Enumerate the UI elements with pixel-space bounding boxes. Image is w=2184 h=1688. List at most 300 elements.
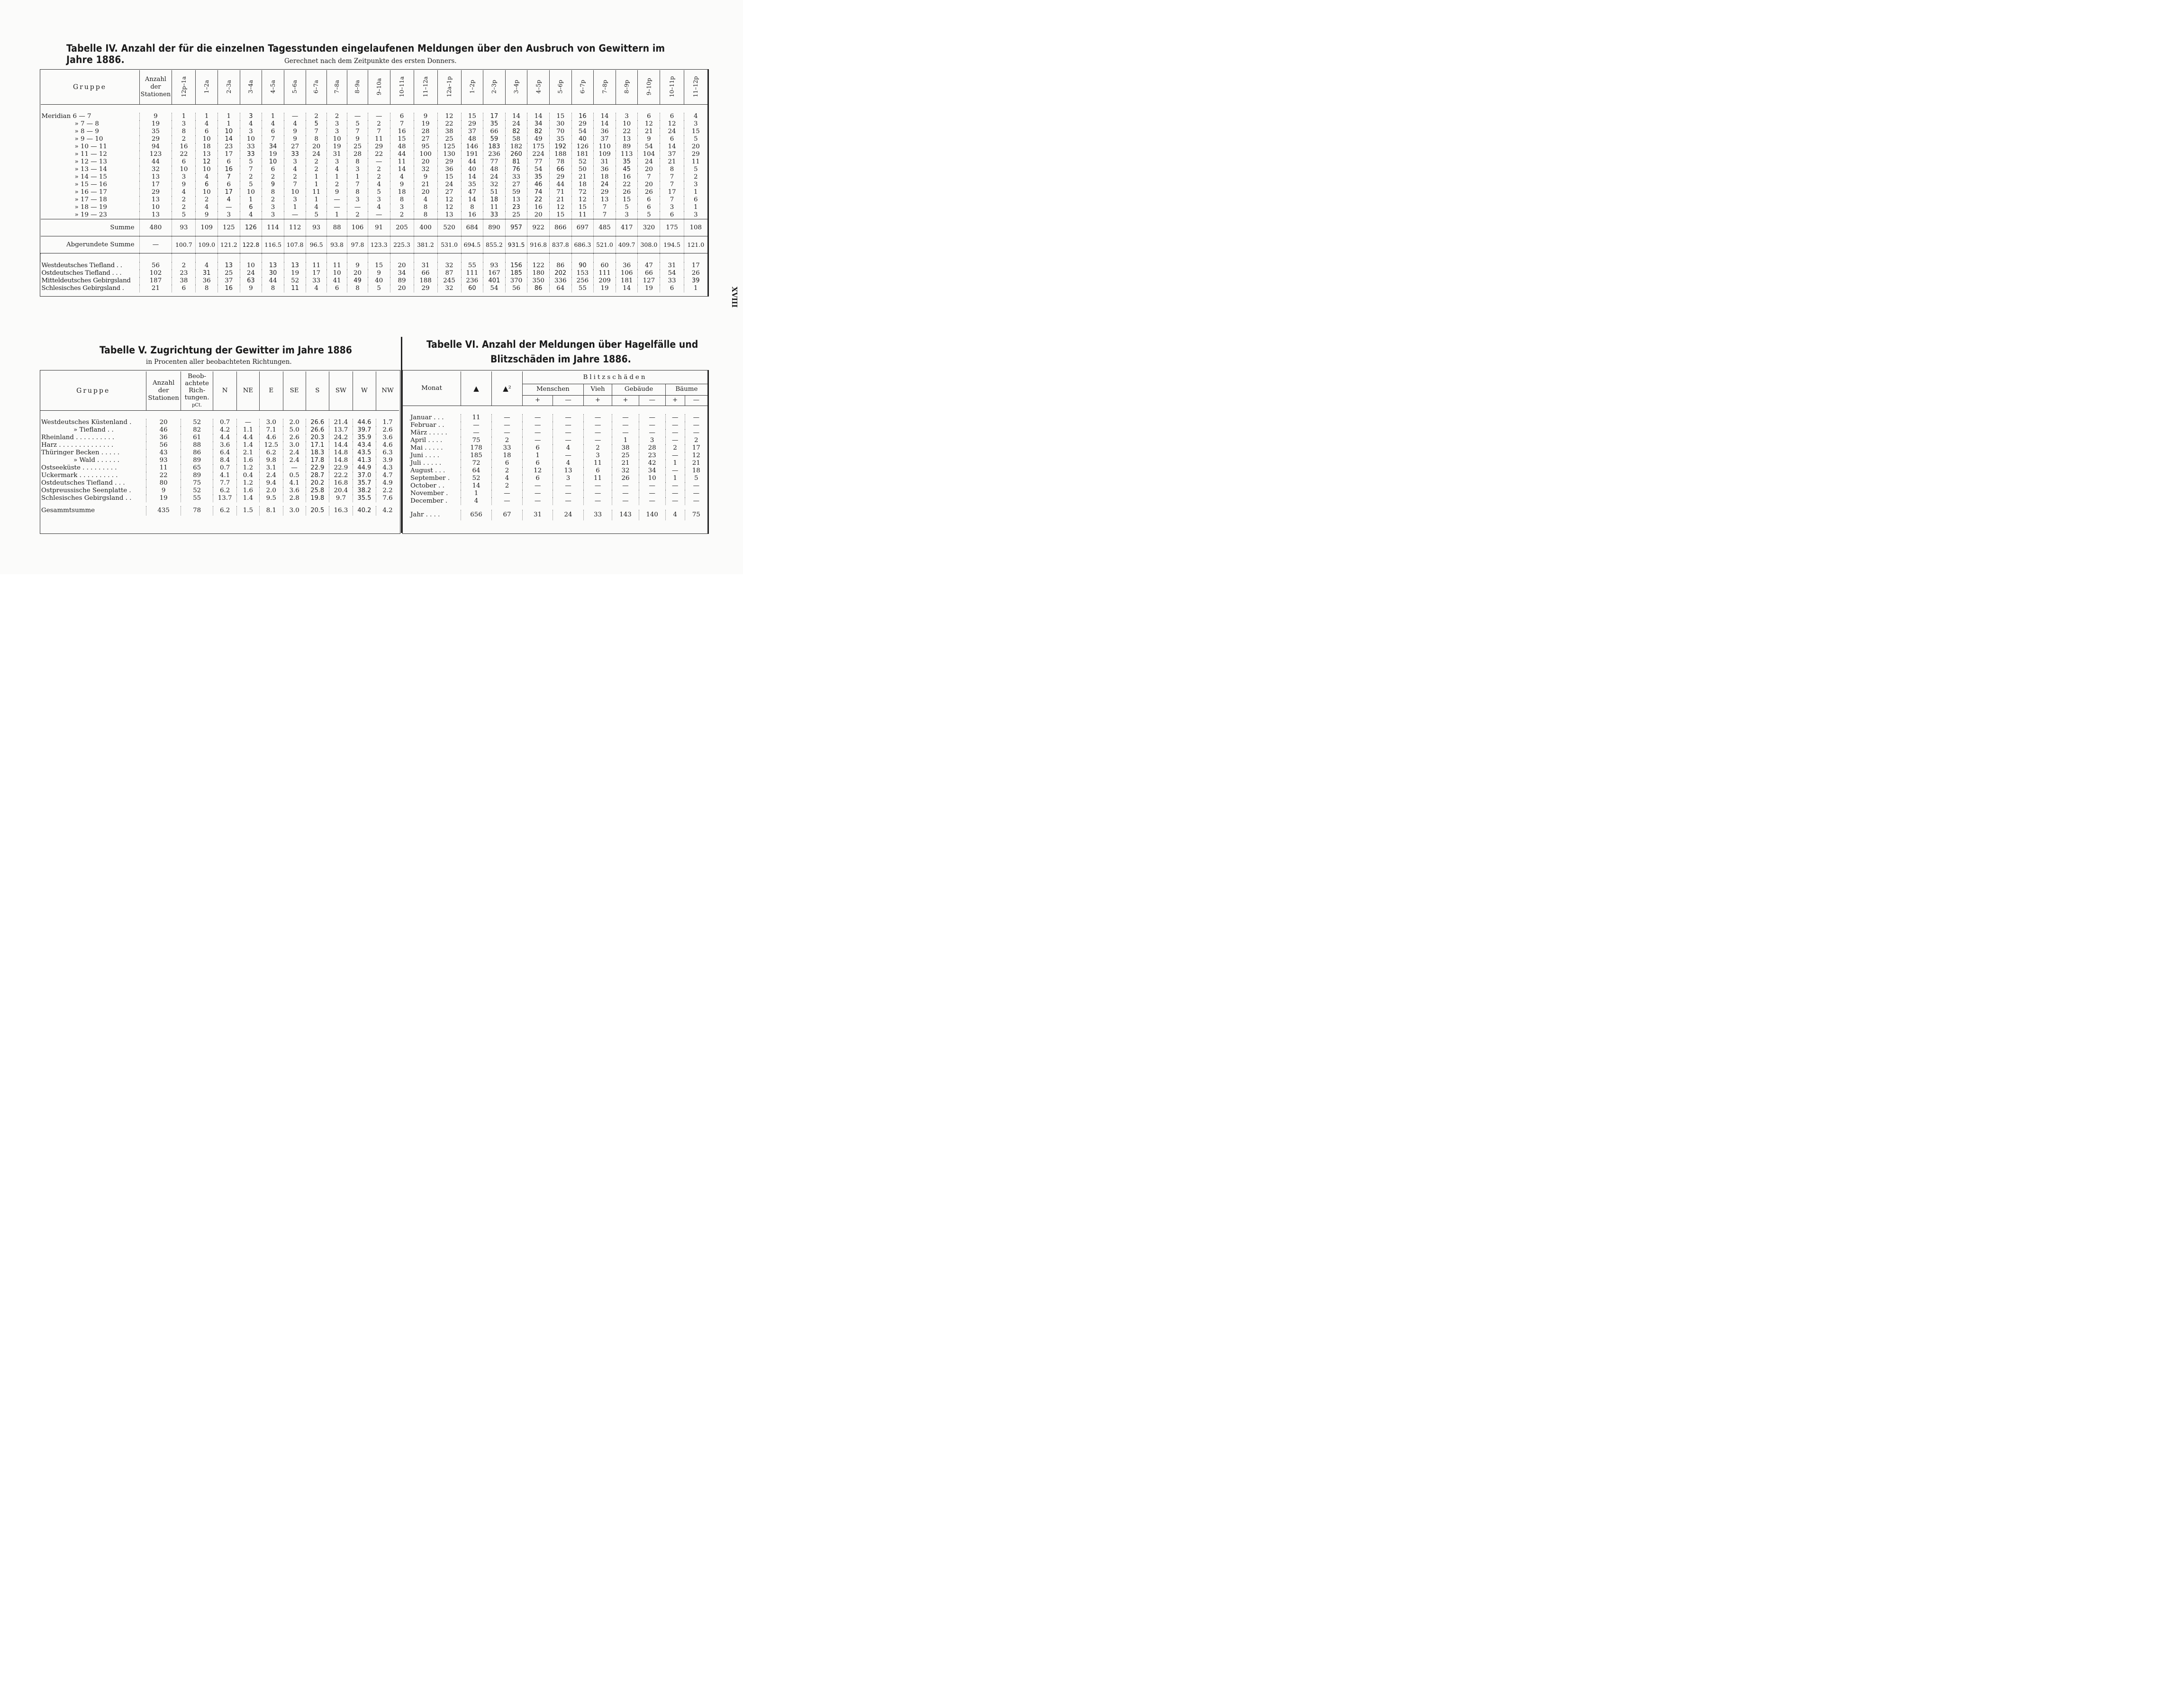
cell-value: 4.3 xyxy=(376,464,399,472)
cell-value: 320 xyxy=(638,219,660,236)
cell-value: 2 xyxy=(368,166,390,173)
cell-value: 9 xyxy=(240,285,262,292)
cell-value: 175 xyxy=(527,143,550,151)
cell-value: 3 xyxy=(284,196,306,204)
cell-value: 9 xyxy=(172,181,196,189)
cell-value: — xyxy=(461,422,492,429)
cell-value: 4 xyxy=(196,262,218,270)
cell-value: 10 xyxy=(284,189,306,196)
cell-value: 336 xyxy=(549,277,571,285)
table4-header-hour xyxy=(284,70,306,104)
table4-header-hour xyxy=(262,70,284,104)
station-count: 36 xyxy=(146,434,181,442)
table4-header-hour xyxy=(505,70,527,104)
cell-value: 126 xyxy=(240,219,262,236)
cell-value: 106 xyxy=(616,270,638,277)
cell-value: 24 xyxy=(638,158,660,166)
cell-value: 1 xyxy=(326,173,347,181)
cell-value: 29 xyxy=(684,151,707,158)
row-label: Summe xyxy=(41,219,140,236)
table5-subtitle: in Procenten aller beobachteten Richtungen. xyxy=(146,358,292,366)
cell-value: 7 xyxy=(638,173,660,181)
cell-value: 8 xyxy=(347,158,368,166)
cell-value: — xyxy=(523,429,553,437)
cell-value: 121.0 xyxy=(684,236,707,253)
cell-value: 48 xyxy=(390,143,414,151)
table-row xyxy=(41,135,708,143)
cell-value: 11 xyxy=(583,475,612,482)
cell-value: 5 xyxy=(616,204,638,211)
cell-value: 17 xyxy=(217,151,240,158)
table4-header-hour-label: 10–11p xyxy=(668,76,675,98)
cell-value: 18 xyxy=(594,173,616,181)
cell-value: 6 xyxy=(638,113,660,120)
cell-value: 37 xyxy=(217,277,240,285)
month-label: December . xyxy=(410,497,448,505)
cell-value: 24 xyxy=(660,128,684,135)
cell-value: 10 xyxy=(326,135,347,143)
plus-sign: + xyxy=(583,395,612,406)
cell-value: 4.1 xyxy=(283,479,306,487)
row-label: Westdeutsches Tiefland . . xyxy=(41,262,122,269)
cell-value: 2.8 xyxy=(283,495,306,502)
cell-value: 684 xyxy=(461,219,483,236)
observed-directions: 88 xyxy=(181,442,213,449)
cell-value: 2.0 xyxy=(259,487,283,495)
plus-sign: + xyxy=(612,395,639,406)
cell-value: 1 xyxy=(612,437,639,444)
cell-value: 3 xyxy=(217,211,240,219)
cell-value: 14 xyxy=(461,196,483,204)
cell-value: 14 xyxy=(390,166,414,173)
cell-value: 54 xyxy=(527,166,550,173)
row-label: Ostdeutsches Tiefland . . . xyxy=(41,269,122,277)
cell-value: 1 xyxy=(326,211,347,219)
cell-value: 27 xyxy=(414,135,437,143)
cell-value: 66 xyxy=(414,270,437,277)
cell-value: 121.2 xyxy=(217,236,240,253)
cell-value: 686.3 xyxy=(571,236,594,253)
row-label: Abgerundete Summe xyxy=(41,236,140,253)
cell-value: 47 xyxy=(461,189,483,196)
cell-value: 15 xyxy=(549,113,571,120)
row-label: » Wald . . . . . . xyxy=(73,457,119,464)
cell-value: 225.3 xyxy=(390,236,414,253)
cell-value: 20.3 xyxy=(306,434,329,442)
empty-cell xyxy=(390,253,414,262)
month-label: Februar . . xyxy=(410,422,444,429)
cell-value: 15 xyxy=(368,262,390,270)
cell-value: 1 xyxy=(240,196,262,204)
empty-cell xyxy=(549,253,571,262)
cell-value: 1 xyxy=(306,196,326,204)
cell-value: 3 xyxy=(262,211,284,219)
cell-value: 100.7 xyxy=(172,236,196,253)
cell-value: 40 xyxy=(571,135,594,143)
cell-value: 4 xyxy=(368,204,390,211)
cell-value: 188 xyxy=(549,151,571,158)
station-count: 44 xyxy=(139,158,172,166)
cell-value: 106 xyxy=(347,219,368,236)
cell-value: 11 xyxy=(483,204,506,211)
cell-value: 15 xyxy=(571,204,594,211)
cell-value: 6.3 xyxy=(376,449,399,457)
cell-value: 12 xyxy=(437,204,461,211)
cell-value: 7 xyxy=(660,181,684,189)
table-row xyxy=(41,262,708,270)
cell-value: 2 xyxy=(172,262,196,270)
cell-value: 44 xyxy=(390,151,414,158)
cell-value: 1 xyxy=(665,460,685,467)
cell-value: 35.5 xyxy=(353,495,376,502)
cell-value: 1.2 xyxy=(236,479,259,487)
cell-value: 2.4 xyxy=(283,449,306,457)
cell-value: 74 xyxy=(527,189,550,196)
cell-value: 6 xyxy=(583,467,612,475)
cell-value: 146 xyxy=(461,143,483,151)
cell-value: 35 xyxy=(527,173,550,181)
cell-value: 12 xyxy=(437,113,461,120)
cell-value: 33 xyxy=(505,173,527,181)
row-label: » 15 — 16 xyxy=(74,181,107,188)
cell-value: 35 xyxy=(483,120,506,128)
station-count: 19 xyxy=(139,120,172,128)
cell-value: 6 xyxy=(262,166,284,173)
table6-header-hail2: ▲² xyxy=(492,371,523,406)
cell-value: — xyxy=(685,429,707,437)
table-row xyxy=(40,434,399,442)
cell-value: 11 xyxy=(368,135,390,143)
cell-value: 20.4 xyxy=(329,487,353,495)
cell-value: 7.1 xyxy=(259,426,283,434)
empty-cell xyxy=(172,253,196,262)
cell-value: 24 xyxy=(483,173,506,181)
cell-value: 130 xyxy=(437,151,461,158)
cell-value: 4 xyxy=(240,120,262,128)
station-count: 187 xyxy=(139,277,172,285)
table-row xyxy=(403,437,707,444)
cell-value: 9 xyxy=(326,189,347,196)
cell-value: 12 xyxy=(571,196,594,204)
cell-value: 6 xyxy=(172,158,196,166)
cell-value: 10 xyxy=(217,128,240,135)
cell-value: 2.6 xyxy=(376,426,399,434)
cell-value: 16 xyxy=(461,211,483,219)
cell-value: 89 xyxy=(616,143,638,151)
cell-value: 32 xyxy=(612,467,639,475)
cell-value: 1 xyxy=(306,173,326,181)
table5-header-observed xyxy=(181,371,213,410)
table5-header-direction: NW xyxy=(376,371,399,410)
cell-value: 19 xyxy=(414,120,437,128)
cell-value: 38 xyxy=(437,128,461,135)
cell-value: 18 xyxy=(571,181,594,189)
row-label: » 9 — 10 xyxy=(74,135,103,143)
cell-value: 46 xyxy=(527,181,550,189)
cell-value: 3 xyxy=(284,158,306,166)
row-label: » 7 — 8 xyxy=(74,120,99,127)
cell-value: 9.4 xyxy=(259,479,283,487)
cell-value: 10 xyxy=(326,270,347,277)
cell-value: — xyxy=(523,414,553,422)
cell-value: 16 xyxy=(217,166,240,173)
cell-value: 2 xyxy=(368,173,390,181)
cell-value: 20.5 xyxy=(306,506,329,515)
cell-value: 2 xyxy=(326,113,347,120)
cell-value: 6 xyxy=(326,285,347,292)
cell-value: 31 xyxy=(594,158,616,166)
empty-cell xyxy=(196,253,218,262)
cell-value: 16 xyxy=(390,128,414,135)
table4-header-hour xyxy=(461,70,483,104)
cell-value: 7 xyxy=(240,166,262,173)
cell-value: 15 xyxy=(549,211,571,219)
spacer-row xyxy=(41,104,708,113)
row-label: Thüringer Becken . . . . . xyxy=(41,449,120,456)
cell-value: 29 xyxy=(437,158,461,166)
cell-value: 18 xyxy=(492,452,523,460)
table-row xyxy=(40,479,399,487)
cell-value: 3 xyxy=(326,128,347,135)
station-count: — xyxy=(139,236,172,253)
table4-header-hour-label: 3–4p xyxy=(513,80,520,94)
cell-value: 19 xyxy=(594,285,616,292)
cell-value: 38 xyxy=(172,277,196,285)
cell-value: 4 xyxy=(306,204,326,211)
cell-value: 381.2 xyxy=(414,236,437,253)
table-row xyxy=(403,414,707,422)
cell-value: 0.7 xyxy=(213,419,237,426)
station-count: 123 xyxy=(139,151,172,158)
cell-value: 2 xyxy=(172,204,196,211)
row-label: » 19 — 23 xyxy=(74,211,107,218)
cell-value: 89 xyxy=(390,277,414,285)
cell-value: 21 xyxy=(571,173,594,181)
table-row xyxy=(41,173,708,181)
cell-value: 88 xyxy=(326,219,347,236)
cell-value: — xyxy=(368,211,390,219)
table6-header-trees: Bäume xyxy=(665,384,707,395)
cell-value: 42 xyxy=(639,460,665,467)
table4-header-hour-label: 11–12p xyxy=(692,76,699,98)
cell-value: — xyxy=(347,204,368,211)
cell-value: — xyxy=(665,490,685,497)
cell-value: 114 xyxy=(262,219,284,236)
table-row xyxy=(403,510,707,520)
cell-value: 4 xyxy=(492,475,523,482)
cell-value: 5 xyxy=(240,181,262,189)
cell-value: 10 xyxy=(196,189,218,196)
station-count: 10 xyxy=(139,204,172,211)
cell-value: 35 xyxy=(549,135,571,143)
cell-value: 54 xyxy=(638,143,660,151)
cell-value: 29 xyxy=(461,120,483,128)
station-count: 13 xyxy=(139,196,172,204)
cell-value: 43.4 xyxy=(353,442,376,449)
cell-value: 1 xyxy=(217,120,240,128)
cell-value: 205 xyxy=(390,219,414,236)
plus-sign: + xyxy=(523,395,553,406)
cell-value: 180 xyxy=(527,270,550,277)
table6-header-livestock: Vieh xyxy=(583,384,612,395)
cell-value: — xyxy=(665,437,685,444)
cell-value: 7 xyxy=(594,211,616,219)
table5 xyxy=(40,371,399,515)
cell-value: 4.7 xyxy=(376,472,399,479)
station-count: 32 xyxy=(139,166,172,173)
cell-value: 36 xyxy=(594,128,616,135)
cell-value: 185 xyxy=(461,452,492,460)
table5-header-observed-label: Beob- achtete Rich- tungen. xyxy=(184,372,209,401)
table4-header-hour-label: 6–7a xyxy=(313,80,320,94)
cell-value: 183 xyxy=(483,143,506,151)
cell-value: — xyxy=(553,414,583,422)
cell-value: 55 xyxy=(461,262,483,270)
cell-value: 8 xyxy=(414,204,437,211)
cell-value: 52 xyxy=(461,475,492,482)
cell-value: 9.5 xyxy=(259,495,283,502)
cell-value: 44.6 xyxy=(353,419,376,426)
empty-cell xyxy=(461,253,483,262)
cell-value: 5 xyxy=(306,211,326,219)
cell-value: 19.8 xyxy=(306,495,329,502)
cell-value: — xyxy=(347,113,368,120)
cell-value: 6 xyxy=(638,196,660,204)
cell-value: 4 xyxy=(240,211,262,219)
observed-directions: 89 xyxy=(181,457,213,464)
cell-value: — xyxy=(492,497,523,505)
cell-value: 4.2 xyxy=(376,506,399,515)
table4-header-hour-label: 10–11a xyxy=(398,76,405,98)
cell-value: 931.5 xyxy=(505,236,527,253)
cell-value: 38.2 xyxy=(353,487,376,495)
cell-value: 2 xyxy=(306,113,326,120)
month-label: Juli . . . . . xyxy=(410,460,442,467)
cell-value: 17.1 xyxy=(306,442,329,449)
cell-value: 8 xyxy=(390,196,414,204)
row-label: Ostseeküste . . . . . . . . . xyxy=(41,464,117,471)
cell-value: 1.5 xyxy=(236,506,259,515)
spacer-row xyxy=(403,406,707,414)
cell-value: 6.4 xyxy=(213,449,237,457)
cell-value: — xyxy=(685,490,707,497)
cell-value: 4.1 xyxy=(213,472,237,479)
cell-value: — xyxy=(665,482,685,490)
cell-value: 256 xyxy=(571,277,594,285)
empty-cell xyxy=(638,253,660,262)
spacer-row xyxy=(41,253,708,262)
cell-value: 9 xyxy=(284,128,306,135)
row-label: » 8 — 9 xyxy=(74,128,99,135)
cell-value: — xyxy=(553,490,583,497)
cell-value: 9 xyxy=(347,135,368,143)
cell-value: 957 xyxy=(505,219,527,236)
cell-value: 2 xyxy=(665,444,685,452)
empty-cell xyxy=(347,253,368,262)
cell-value: 93 xyxy=(306,219,326,236)
cell-value: 32 xyxy=(437,262,461,270)
cell-value: 39.7 xyxy=(353,426,376,434)
side-page-label: XVIII xyxy=(730,287,739,308)
row-label: » Tiefland . . xyxy=(73,426,114,433)
cell-value: 18 xyxy=(483,196,506,204)
cell-value: 47 xyxy=(638,262,660,270)
cell-value: 110 xyxy=(594,143,616,151)
cell-value: — xyxy=(583,482,612,490)
table-row xyxy=(403,429,707,437)
cell-value: 20 xyxy=(638,166,660,173)
cell-value: 2 xyxy=(172,135,196,143)
cell-value: 123.3 xyxy=(368,236,390,253)
cell-value: 104 xyxy=(638,151,660,158)
cell-value: 8 xyxy=(660,166,684,173)
cell-value: — xyxy=(523,422,553,429)
cell-value: 11 xyxy=(326,262,347,270)
cell-value: 45 xyxy=(616,166,638,173)
cell-value: 36 xyxy=(437,166,461,173)
cell-value: 4 xyxy=(172,189,196,196)
cell-value: 96.5 xyxy=(306,236,326,253)
cell-value: 3 xyxy=(616,211,638,219)
cell-value: 6 xyxy=(262,128,284,135)
empty-cell xyxy=(594,253,616,262)
cell-value: 125 xyxy=(437,143,461,151)
cell-value: 3 xyxy=(684,181,707,189)
station-count: 102 xyxy=(139,270,172,277)
cell-value: 7 xyxy=(390,120,414,128)
cell-value: 2 xyxy=(262,173,284,181)
row-label: Ostpreussische Seenplatte . xyxy=(41,487,131,494)
cell-value: 4 xyxy=(196,204,218,211)
cell-value: 4.9 xyxy=(376,479,399,487)
cell-value: 7 xyxy=(368,128,390,135)
cell-value: 202 xyxy=(549,270,571,277)
cell-value: — xyxy=(685,482,707,490)
cell-value: 33 xyxy=(492,444,523,452)
cell-value: — xyxy=(612,497,639,505)
cell-value: 35 xyxy=(461,181,483,189)
minus-sign: — xyxy=(639,395,665,406)
cell-value: 126 xyxy=(571,143,594,151)
cell-value: 77 xyxy=(527,158,550,166)
cell-value: 35 xyxy=(616,158,638,166)
cell-value: 109.0 xyxy=(196,236,218,253)
cell-value: 4 xyxy=(262,120,284,128)
observed-directions: 89 xyxy=(181,472,213,479)
cell-value: 16 xyxy=(172,143,196,151)
cell-value: 75 xyxy=(685,510,707,520)
table4-header-hour-label: 11–12a xyxy=(422,76,429,98)
cell-value: 9 xyxy=(284,135,306,143)
table4-header-hour xyxy=(571,70,594,104)
table4-header-hour-label: 8–9p xyxy=(623,80,630,94)
cell-value: 9 xyxy=(390,181,414,189)
observed-directions: 82 xyxy=(181,426,213,434)
cell-value: 14.4 xyxy=(329,442,353,449)
cell-value: 37 xyxy=(594,135,616,143)
cell-value: 11 xyxy=(306,189,326,196)
cell-value: 12 xyxy=(196,158,218,166)
row-label: » 17 — 18 xyxy=(74,196,107,203)
cell-value: — xyxy=(612,414,639,422)
cell-value: 78 xyxy=(549,158,571,166)
cell-value: 26 xyxy=(616,189,638,196)
cell-value: 6 xyxy=(638,204,660,211)
cell-value: 260 xyxy=(505,151,527,158)
cell-value: 67 xyxy=(492,510,523,520)
table4-header-hour-label: 6–7p xyxy=(579,80,586,94)
cell-value: 13 xyxy=(505,196,527,204)
